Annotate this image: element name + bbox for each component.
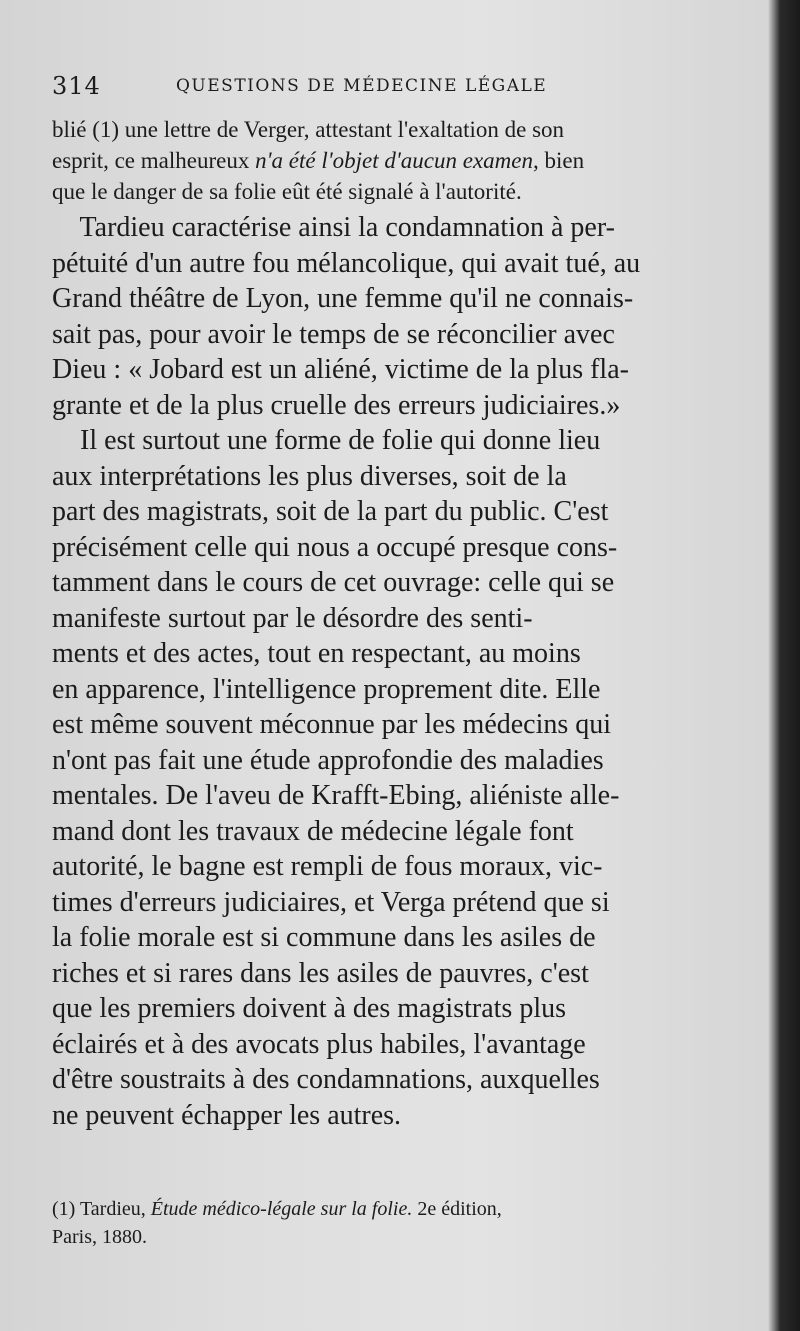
text-line: est même souvent méconnue par les médecins qui bbox=[52, 709, 612, 740]
text-segment: , bien bbox=[532, 148, 585, 173]
text-line: sait pas, pour avoir le temps de se réconcilier avec bbox=[52, 318, 615, 350]
text-line: manifeste surtout par le désordre des senti- bbox=[52, 602, 533, 634]
italic-text: Étude médico-légale sur la folie. bbox=[150, 1198, 413, 1220]
text-line: en apparence, l'intelligence proprement dite. Elle bbox=[52, 673, 601, 705]
text-line: Il est surtout une forme de folie qui donne lieu bbox=[52, 425, 601, 456]
text-segment: esprit, ce malheureux bbox=[52, 148, 256, 173]
text-line: que les premiers doivent à des magistrats plus bbox=[52, 993, 566, 1024]
text-line: Tardieu caractérise ainsi la condamnation à per- bbox=[52, 212, 615, 243]
text-line: précisément celle qui nous a occupé presque cons- bbox=[52, 531, 618, 563]
text-line: aux interprétations les plus diverses, soit de la bbox=[52, 460, 567, 492]
footnote-line bbox=[52, 1195, 502, 1223]
page-header bbox=[52, 72, 722, 102]
running-title: QUESTIONS DE MÉDECINE LÉGALE bbox=[176, 76, 548, 96]
text-line: riches et si rares dans les asiles de pauvres, c'est bbox=[52, 957, 589, 989]
text-line bbox=[52, 145, 584, 176]
italic-text: n'a été l'objet d'aucun examen bbox=[255, 148, 533, 173]
page-number: 314 bbox=[52, 72, 101, 100]
text-line: ments et des actes, tout en respectant, au moins bbox=[52, 638, 581, 669]
text-line: part des magistrats, soit de la part du public. C'est bbox=[52, 496, 609, 527]
text-segment: 2e édition, bbox=[412, 1198, 502, 1220]
text-line: mentales. De l'aveu de Krafft-Ebing, aliéniste alle- bbox=[52, 780, 620, 811]
text-line: grante et de la plus cruelle des erreurs judiciaires.» bbox=[52, 389, 621, 421]
text-line: que le danger de sa folie eût été signalé à l'autorité. bbox=[52, 179, 522, 204]
text-line: times d'erreurs judiciaires, et Verga prétend que si bbox=[52, 886, 610, 918]
text-line: autorité, le bagne est rempli de fous moraux, vic- bbox=[52, 851, 603, 882]
text-line: Dieu : « Jobard est un aliéné, victime de la plus fla- bbox=[52, 354, 629, 385]
footnote-line: Paris, 1880. bbox=[52, 1226, 147, 1248]
text-segment: (1) Tardieu, bbox=[52, 1198, 151, 1220]
text-line: mand dont les travaux de médecine légale font bbox=[52, 815, 574, 847]
text-line: n'ont pas fait une étude approfondie des maladies bbox=[52, 744, 604, 776]
text-line: éclairés et à des avocats plus habiles, l'avantage bbox=[52, 1028, 586, 1060]
text-line: blié (1) une lettre de Verger, attestant l'exaltation de son bbox=[52, 117, 565, 142]
text-line: d'être soustraits à des condamnations, auxquelles bbox=[52, 1064, 600, 1095]
text-line: la folie morale est si commune dans les asiles de bbox=[52, 922, 596, 953]
text-line: ne peuvent échapper les autres. bbox=[52, 1099, 402, 1131]
text-line: tamment dans le cours de cet ouvrage: celle qui se bbox=[52, 567, 615, 598]
text-line: Grand théâtre de Lyon, une femme qu'il ne connais- bbox=[52, 283, 634, 314]
text-line: pétuité d'un autre fou mélancolique, qui avait tué, au bbox=[52, 247, 641, 279]
